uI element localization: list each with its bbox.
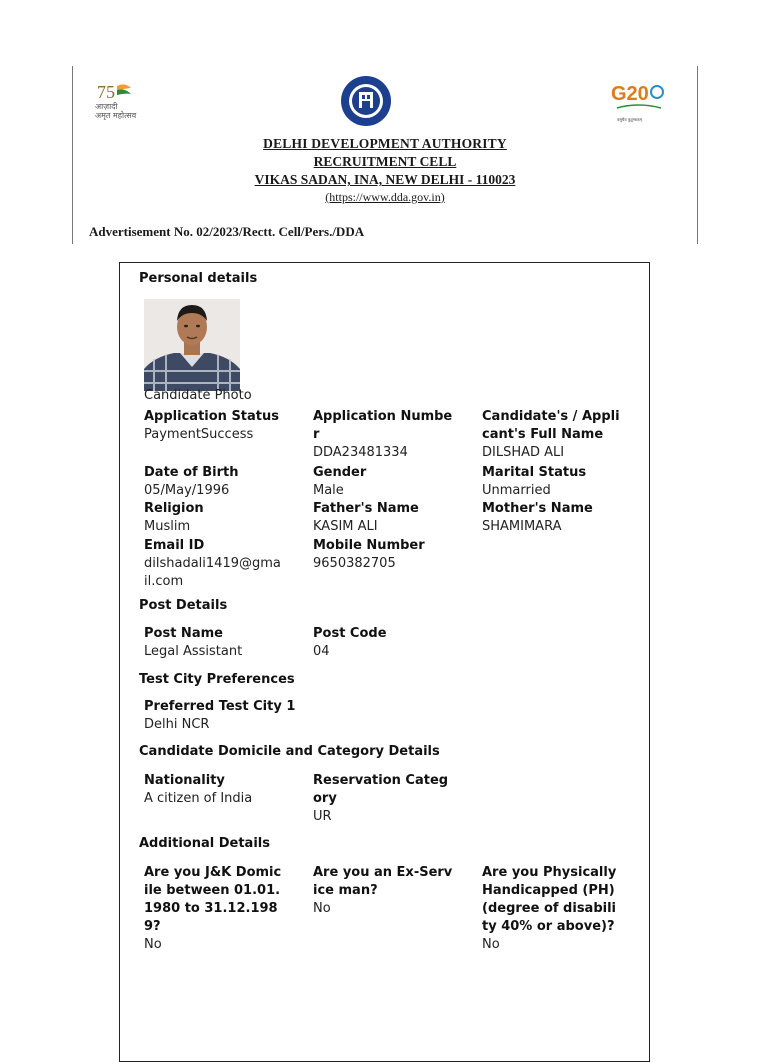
field-physically-handicapped: Are you Physically Handicapped (PH) (degree of disability 40% or above)? No [482, 865, 617, 952]
section-title-domicile: Candidate Domicile and Category Details [139, 744, 440, 759]
field-mobile-number: Mobile Number 9650382705 [313, 538, 425, 571]
candidate-photo [144, 299, 240, 391]
field-nationality: Nationality A citizen of India [144, 773, 253, 806]
document-header [72, 66, 698, 244]
section-title-test-city: Test City Preferences [139, 672, 295, 687]
svg-text:आज़ादी: आज़ादी [95, 102, 118, 111]
field-application-number: Application Number DDA23481334 [313, 409, 453, 460]
advertisement-number: Advertisement No. 02/2023/Rectt. Cell/Pers./DDA [89, 224, 365, 239]
field-fathers-name: Father's Name KASIM ALI [313, 501, 419, 534]
dda-emblem-logo [339, 74, 393, 128]
field-religion: Religion Muslim [144, 501, 204, 534]
svg-text:अमृत महोत्सव: अमृत महोत्सव [95, 111, 137, 120]
section-title-post: Post Details [139, 598, 228, 613]
photo-caption: Candidate Photo [144, 388, 252, 403]
field-post-name: Post Name Legal Assistant [144, 626, 243, 659]
g20-logo [607, 78, 671, 124]
field-date-of-birth: Date of Birth 05/May/1996 [144, 465, 239, 498]
field-preferred-test-city: Preferred Test City 1 Delhi NCR [144, 699, 296, 732]
application-form [119, 262, 650, 1062]
header-website-link[interactable]: (https://www.dda.gov.in) [325, 190, 445, 204]
field-email: Email ID dilshadali1419@gmail.com [144, 538, 281, 589]
field-reservation-category: Reservation Category UR [313, 773, 449, 824]
field-ex-serviceman: Are you an Ex-Service man? No [313, 865, 453, 916]
field-marital-status: Marital Status Unmarried [482, 465, 587, 498]
field-application-status: Application Status PaymentSuccess [144, 409, 280, 442]
svg-text:वसुधैव कुटुम्बकम्: वसुधैव कुटुम्बकम् [617, 117, 643, 122]
svg-text:75: 75 [97, 82, 115, 102]
header-address: VIKAS SADAN, INA, NEW DELHI - 110023 [254, 172, 516, 187]
svg-text:G20: G20 [611, 83, 649, 105]
field-mothers-name: Mother's Name SHAMIMARA [482, 501, 593, 534]
field-jk-domicile: Are you J&K Domicile between 01.01.1980 to 31.12.1989? No [144, 865, 282, 952]
section-title-additional: Additional Details [139, 836, 270, 851]
header-cell-name: RECRUITMENT CELL [313, 154, 457, 169]
field-gender: Gender Male [313, 465, 367, 498]
field-full-name: Candidate's / Applicant's Full Name DILSHAD ALI [482, 409, 620, 460]
field-post-code: Post Code 04 [313, 626, 387, 659]
azadi-ka-amrit-mahotsav-logo [95, 80, 147, 120]
section-title-personal: Personal details [139, 271, 258, 286]
header-org-name: DELHI DEVELOPMENT AUTHORITY [263, 136, 507, 151]
